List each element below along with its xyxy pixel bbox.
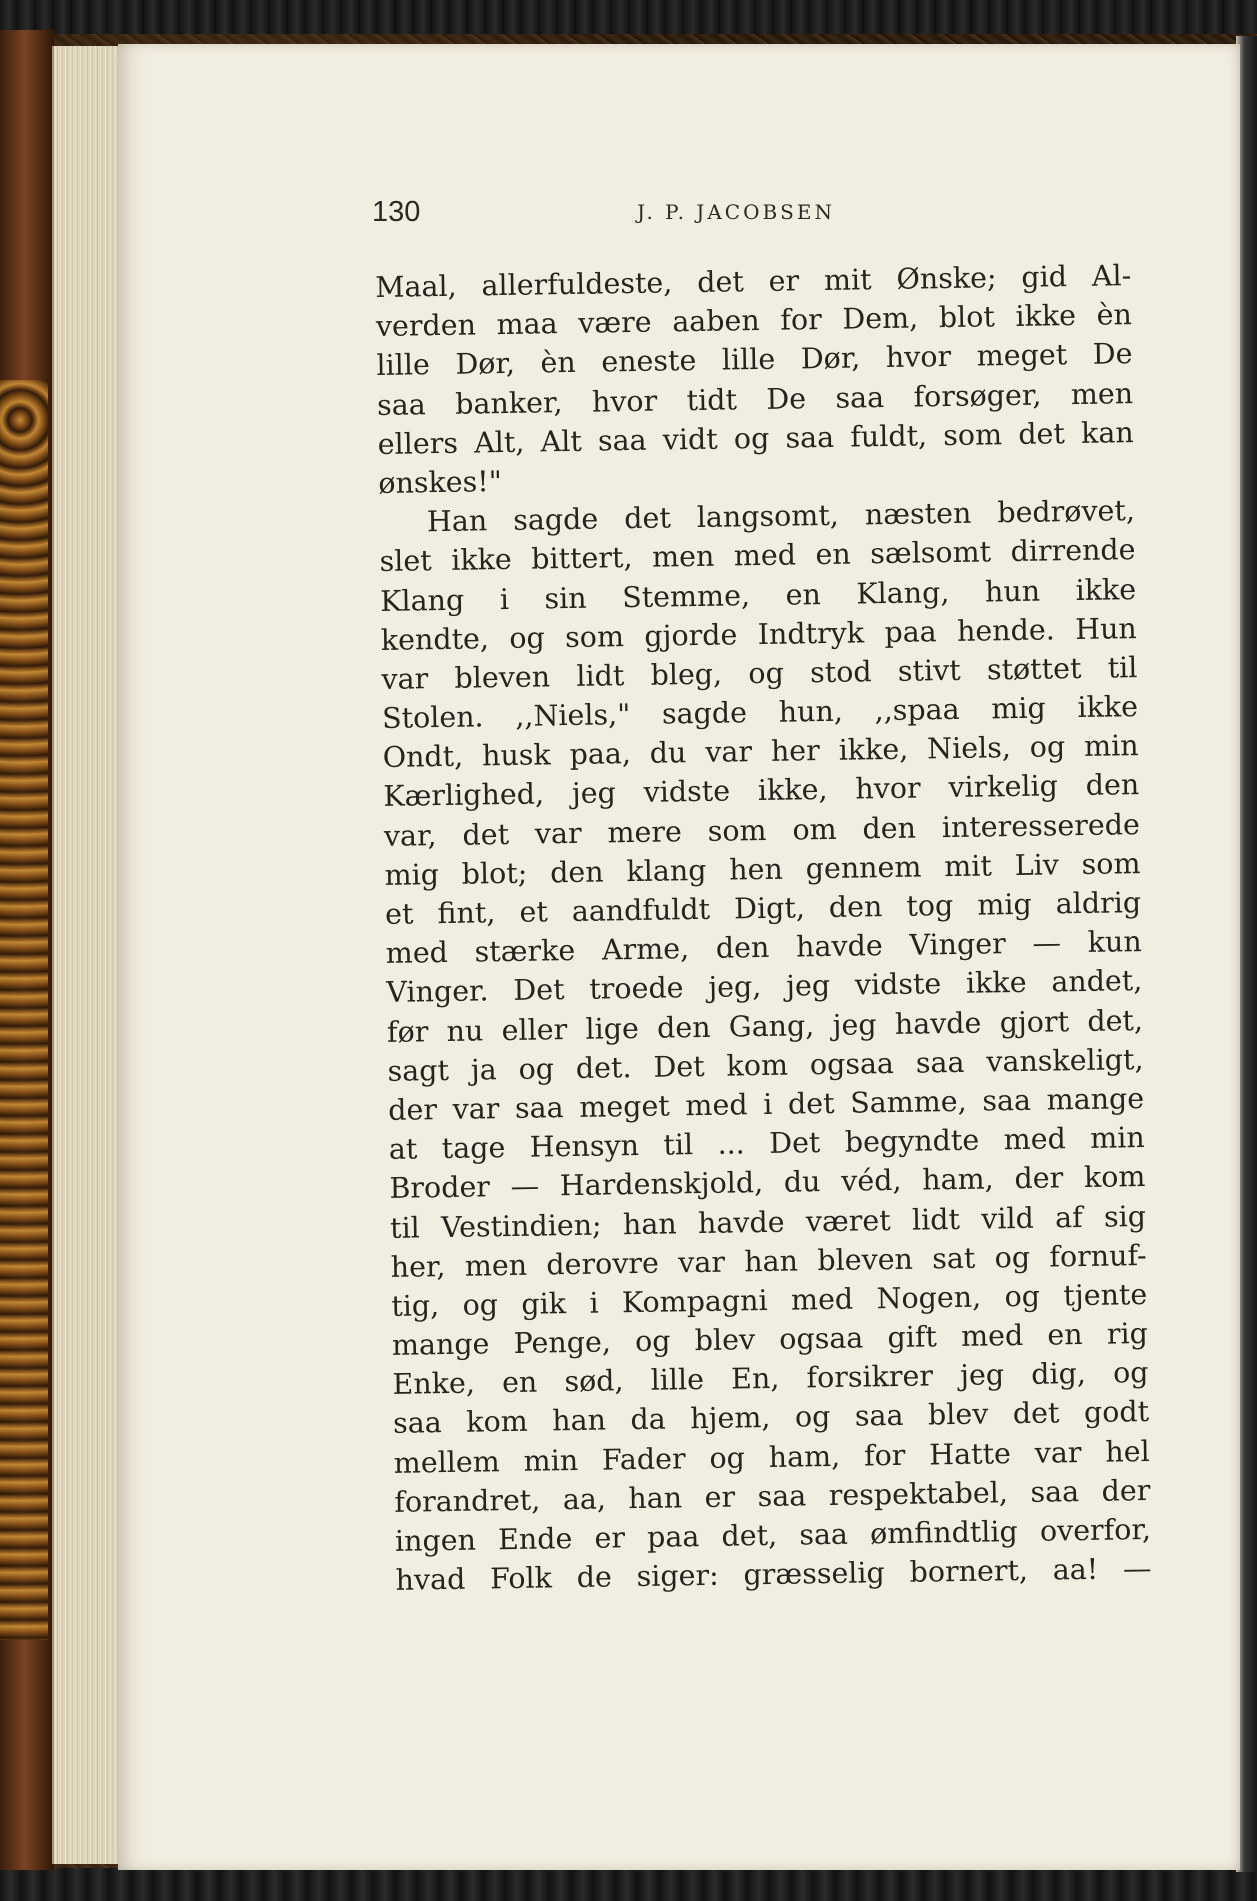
text-line: Kærlighed, jeg vidste ikke, hvor virkelig den (383, 768, 1140, 814)
text-line: Broder — Hardenskjold, du véd, ham, der kom (389, 1160, 1146, 1206)
page-number: 130 (372, 196, 421, 228)
text-line: saa banker, hvor tidt De saa forsøger, men (376, 376, 1134, 422)
text-line: til Vestindien; han havde været lidt vild af sig (389, 1199, 1147, 1245)
text-line: var bleven lidt bleg, og stod stivt støttet til (381, 650, 1138, 696)
text-line: der var saa meget med i det Samme, saa mange (387, 1081, 1145, 1127)
text-line: et fint, et aandfuldt Digt, den tog mig aldrig (384, 886, 1142, 931)
text-line: kendte, og som gjorde Indtryk paa hende. Hun (380, 611, 1138, 657)
running-head-author: J. P. JACOBSEN (637, 200, 835, 224)
text-line: her, men derovre var han bleven sat og fornuf- (390, 1238, 1147, 1284)
text-line: mellem min Fader og ham, for Hatte var hel (393, 1434, 1150, 1480)
text-line: var, det var mere som om den interesserede (383, 807, 1141, 853)
text-line: sagt ja og det. Det kom ogsaa saa vanskeligt, (387, 1042, 1144, 1088)
text-line: ellers Alt, Alt saa vidt og saa fuldt, som det kan (377, 415, 1134, 461)
text-line: slet ikke bittert, men med en sælsomt dirrende (379, 533, 1136, 579)
text-line: at tage Hensyn til ... Det begyndte med min (388, 1121, 1146, 1167)
text-line: verden maa være aaben for Dem, blot ikke èn (375, 298, 1133, 344)
background-bottom-strip (0, 1868, 1257, 1901)
text-line: med stærke Arme, den havde Vinger — kun (385, 925, 1142, 971)
text-line: ingen Ende er paa det, saa ømfindtlig overfor, (394, 1512, 1152, 1558)
text-line: mig blot; den klang hen gennem mit Liv som (384, 846, 1141, 892)
text-line: Stolen. ,,Niels," sagde hun, ,,spaa mig ikke (381, 690, 1139, 736)
text-line: Vinger. Det troede jeg, jeg vidste ikke andet, (386, 964, 1143, 1010)
marbled-endpaper (0, 380, 48, 1640)
text-line: Han sagde det langsomt, næsten bedrøvet, (426, 494, 1136, 539)
text-line: Enke, en sød, lille En, forsikrer jeg dig, og (392, 1356, 1149, 1402)
text-line: Maal, allerfuldeste, det er mit Ønske; gid Al- (375, 259, 1132, 304)
background-top-strip (0, 0, 1257, 34)
page-edges (52, 46, 126, 1864)
text-line: forandret, aa, han er saa respektabel, saa der (394, 1473, 1151, 1519)
body-text (375, 256, 1152, 1600)
text-line: mange Penge, og blev ogsaa gift med en rig (391, 1317, 1149, 1362)
text-line: Klang i sin Stemme, en Klang, hun ikke (379, 572, 1137, 618)
text-line: lille Dør, èn eneste lille Dør, hvor meget De (376, 337, 1133, 383)
text-line: saa kom han da hjem, og saa blev det godt (392, 1395, 1150, 1441)
text-line: ønskes!" (378, 464, 503, 500)
text-line: før nu eller lige den Gang, jeg havde gjort det, (386, 1003, 1144, 1049)
text-line: hvad Folk de siger: græsselig bornert, aa! — (395, 1552, 1152, 1598)
text-line: Ondt, husk paa, du var her ikke, Niels, og min (382, 729, 1139, 775)
text-line: tig, og gik i Kompagni med Nogen, og tjente (391, 1277, 1148, 1323)
running-head (372, 196, 1132, 236)
